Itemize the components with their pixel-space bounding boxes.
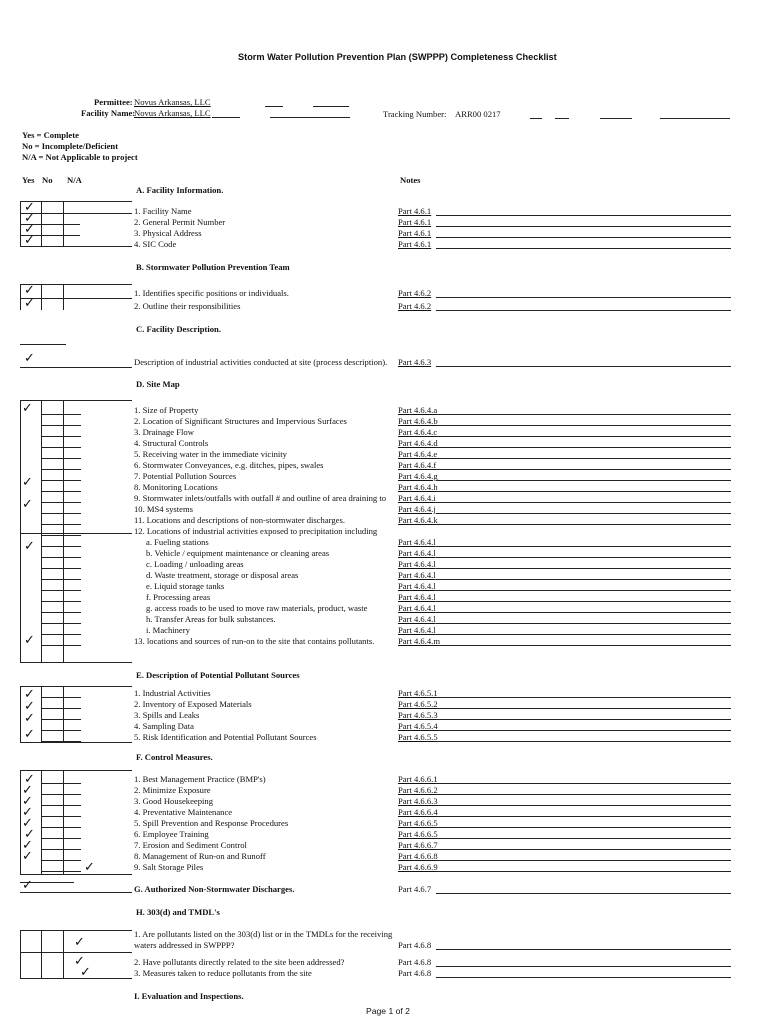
item-d13: a. Fueling stations (146, 537, 209, 547)
check-mark-icon: ✓ (24, 233, 35, 248)
check-mark-icon: ✓ (22, 794, 33, 809)
section-e-title: E. Description of Potential Pollutant Sources (136, 670, 300, 680)
item-d2: 2. Location of Significant Structures and Impervious Surfaces (134, 416, 347, 426)
ref-d4: Part 4.6.4.d (398, 438, 438, 448)
check-mark-icon: ✓ (24, 727, 35, 742)
ref-e5: Part 4.6.5.5 (398, 732, 438, 742)
tracking-blank-2 (555, 118, 569, 119)
ref-d17: Part 4.6.4.l (398, 581, 436, 591)
item-f4: 4. Preventative Maintenance (134, 807, 233, 817)
item-d22: 13. locations and sources of run-on to the site that contains pollutants. (134, 636, 375, 646)
section-d-title: D. Site Map (136, 379, 180, 389)
check-mark-icon: ✓ (24, 283, 35, 298)
item-b1: 1. Identifies specific positions or individuals. (134, 288, 289, 298)
check-mark-icon: ✓ (22, 849, 33, 864)
item-d4: 4. Structural Controls (134, 438, 209, 448)
item-h1-cont: waters addressed in SWPPP? (134, 940, 235, 950)
section-a-title: A. Facility Information. (136, 185, 224, 195)
notes-line (436, 816, 731, 817)
ref-f1: Part 4.6.6.1 (398, 774, 438, 784)
section-b-title: B. Stormwater Pollution Prevention Team (136, 262, 290, 272)
ref-d16: Part 4.6.4.l (398, 570, 436, 580)
item-c1: Description of industrial activities conducted at site (process description). (134, 357, 388, 367)
ref-d22: Part 4.6.4.m (398, 636, 441, 646)
item-f2: 2. Minimize Exposure (134, 785, 211, 795)
check-mark-icon: ✓ (24, 827, 35, 842)
checkbox-row-line (41, 535, 81, 536)
item-d15: c. Loading / unloading areas (146, 559, 244, 569)
facility-value: Novus Arkansas, LLC (134, 108, 211, 118)
ref-d11: Part 4.6.4.k (398, 515, 438, 525)
column-notes: Notes (400, 175, 421, 185)
check-mark-icon: ✓ (24, 211, 35, 226)
checkbox-row-line (41, 697, 81, 698)
notes-line (436, 860, 731, 861)
page-title: Storm Water Pollution Prevention Plan (SWPPP) Completeness Checklist (238, 52, 557, 62)
check-mark-icon: ✓ (22, 497, 33, 512)
ref-d3: Part 4.6.4.c (398, 427, 438, 437)
checkbox-row-line (41, 783, 81, 784)
notes-line (436, 741, 731, 742)
checkbox-row-line (41, 741, 81, 742)
ref-h2: Part 4.6.8 (398, 957, 432, 967)
checkbox-row-line (41, 480, 81, 481)
item-d16: d. Waste treatment, storage or disposal areas (146, 570, 299, 580)
ref-e2: Part 4.6.5.2 (398, 699, 438, 709)
item-f1: 1. Best Management Practice (BMP's) (134, 774, 266, 784)
notes-line (436, 719, 731, 720)
checkbox-row-line (41, 805, 81, 806)
legend-yes: Yes = Complete (22, 130, 79, 140)
ref-d15: Part 4.6.4.l (398, 559, 436, 569)
ref-h1: Part 4.6.8 (398, 940, 432, 950)
checkbox-row-line (41, 447, 81, 448)
notes-line (436, 634, 731, 635)
checkbox-row-line (41, 414, 81, 415)
ref-e1: Part 4.6.5.1 (398, 688, 438, 698)
item-a4: 4. SIC Code (134, 239, 177, 249)
checkbox-row-line (41, 436, 81, 437)
notes-line (436, 447, 731, 448)
check-mark-icon: ✓ (74, 935, 85, 950)
check-mark-icon: ✓ (24, 687, 35, 702)
item-h2: 2. Have pollutants directly related to the site been addressed? (134, 957, 345, 967)
facility-label: Facility Name: (81, 108, 136, 118)
item-e4: 4. Sampling Data (134, 721, 194, 731)
ref-d21: Part 4.6.4.l (398, 625, 436, 635)
checkbox-row-line (41, 708, 81, 709)
item-d5: 5. Receiving water in the immediate vicinity (134, 449, 287, 459)
check-mark-icon: ✓ (22, 838, 33, 853)
notes-line (436, 697, 731, 698)
ref-f3: Part 4.6.6.3 (398, 796, 438, 806)
check-mark-icon: ✓ (22, 878, 33, 893)
section-h-title: H. 303(d) and TMDL's (136, 907, 220, 917)
notes-line (436, 827, 731, 828)
item-d8: 8. Monitoring Locations (134, 482, 218, 492)
checkbox-row-line (41, 546, 81, 547)
check-mark-icon: ✓ (22, 475, 33, 490)
check-mark-icon: ✓ (22, 805, 33, 820)
check-mark-icon: ✓ (24, 296, 35, 311)
check-mark-icon: ✓ (80, 965, 91, 980)
notes-line (436, 425, 731, 426)
item-f9: 9. Salt Storage Piles (134, 862, 204, 872)
item-d11: 11. Locations and descriptions of non-stormwater discharges. (134, 515, 345, 525)
check-mark-icon: ✓ (24, 539, 35, 554)
checkbox-row-line (41, 568, 81, 569)
ref-d8: Part 4.6.4.h (398, 482, 438, 492)
permittee-label: Permittee: (94, 97, 133, 107)
notes-line (436, 645, 731, 646)
item-d9: 9. Stormwater inlets/outfalls with outfall # and outline of area draining to (134, 493, 387, 503)
checkbox-row-line (41, 513, 81, 514)
notes-line (436, 838, 731, 839)
ref-f7: Part 4.6.6.7 (398, 840, 438, 850)
item-d1: 1. Size of Property (134, 405, 199, 415)
ref-a4: Part 4.6.1 (398, 239, 432, 249)
item-f7: 7. Erosion and Sediment Control (134, 840, 247, 850)
notes-line (436, 794, 731, 795)
ref-d9: Part 4.6.4.i (398, 493, 436, 503)
notes-line (436, 502, 731, 503)
item-a2: 2. General Permit Number (134, 217, 226, 227)
checkbox-row-line (41, 491, 81, 492)
checkbox-row-line (41, 849, 81, 850)
ref-e4: Part 4.6.5.4 (398, 721, 438, 731)
notes-line (436, 601, 731, 602)
column-no: No (42, 175, 53, 185)
notes-line (436, 414, 731, 415)
ref-b1: Part 4.6.2 (398, 288, 432, 298)
check-mark-icon: ✓ (24, 200, 35, 215)
column-na: N/A (67, 175, 82, 185)
notes-line (436, 557, 731, 558)
ref-d1: Part 4.6.4.a (398, 405, 438, 415)
checkbox-row-line (41, 860, 81, 861)
notes-line (436, 708, 731, 709)
item-d20: h. Transfer Areas for bulk substances. (146, 614, 276, 624)
checkbox-row-line (41, 502, 81, 503)
ref-d14: Part 4.6.4.l (398, 548, 436, 558)
ref-a2: Part 4.6.1 (398, 217, 432, 227)
check-mark-icon: ✓ (22, 783, 33, 798)
tracking-blank-3 (600, 118, 632, 119)
item-e5: 5. Risk Identification and Potential Pollutant Sources (134, 732, 317, 742)
check-mark-icon: ✓ (24, 711, 35, 726)
permittee-value: Novus Arkansas, LLC (134, 97, 211, 107)
check-mark-icon: ✓ (22, 401, 33, 416)
ref-d19: Part 4.6.4.l (398, 603, 436, 613)
item-f8: 8. Management of Run-on and Runoff (134, 851, 266, 861)
tracking-blank-4 (660, 118, 730, 119)
notes-line (436, 805, 731, 806)
permittee-blank-1 (265, 106, 283, 107)
ref-f4: Part 4.6.6.4 (398, 807, 438, 817)
ref-d13: Part 4.6.4.l (398, 537, 436, 547)
section-i-title: I. Evaluation and Inspections. (134, 991, 244, 1001)
item-d7: 7. Potential Pollution Sources (134, 471, 237, 481)
checkbox-row-line (41, 730, 81, 731)
check-mark-icon: ✓ (74, 954, 85, 969)
item-d21: i. Machinery (146, 625, 190, 635)
checkbox-row-line (41, 612, 81, 613)
item-d18: f. Processing areas (146, 592, 211, 602)
notes-line (436, 513, 731, 514)
item-f5: 5. Spill Prevention and Response Procedures (134, 818, 289, 828)
ref-d2: Part 4.6.4.b (398, 416, 438, 426)
ref-d7: Part 4.6.4.g (398, 471, 438, 481)
notes-line (436, 546, 731, 547)
check-mark-icon: ✓ (24, 351, 35, 366)
notes-line (436, 849, 731, 850)
legend-na: N/A = Not Applicable to project (22, 152, 138, 162)
facility-blank-1 (212, 117, 240, 118)
notes-line (436, 568, 731, 569)
ref-a1: Part 4.6.1 (398, 206, 432, 216)
item-e3: 3. Spills and Leaks (134, 710, 200, 720)
notes-line (436, 590, 731, 591)
notes-line (436, 612, 731, 613)
item-e2: 2. Inventory of Exposed Materials (134, 699, 252, 709)
notes-line (436, 871, 731, 872)
check-mark-icon: ✓ (24, 222, 35, 237)
checkbox-row-line (41, 579, 81, 580)
ref-d10: Part 4.6.4.j (398, 504, 436, 514)
checkbox-row-line (41, 557, 81, 558)
checkbox-row-line (41, 871, 81, 872)
permittee-blank-2 (313, 106, 349, 107)
tracking-value: ARR00 0217 (455, 109, 501, 119)
ref-d6: Part 4.6.4.f (398, 460, 437, 470)
notes-line (436, 524, 731, 525)
item-b2: 2. Outline their responsibilities (134, 301, 241, 311)
notes-line (436, 783, 731, 784)
column-yes: Yes (22, 175, 35, 185)
ref-a3: Part 4.6.1 (398, 228, 432, 238)
checkbox-row-line (41, 590, 81, 591)
notes-line (436, 730, 731, 731)
ref-f5: Part 4.6.6.5 (398, 818, 438, 828)
ref-d5: Part 4.6.4.e (398, 449, 438, 459)
item-e1: 1. Industrial Activities (134, 688, 211, 698)
checkbox-row-line (41, 827, 81, 828)
check-mark-icon: ✓ (22, 816, 33, 831)
check-mark-icon: ✓ (24, 633, 35, 648)
notes-line (436, 579, 731, 580)
checkbox-row-line (41, 838, 81, 839)
notes-line (436, 491, 731, 492)
tracking-blank-1 (530, 118, 542, 119)
notes-line (436, 623, 731, 624)
ref-d18: Part 4.6.4.l (398, 592, 436, 602)
checkbox-row-line (41, 524, 81, 525)
notes-line (436, 458, 731, 459)
ref-e3: Part 4.6.5.3 (398, 710, 438, 720)
item-d19: g. access roads to be used to move raw materials, product, waste (146, 603, 368, 613)
facility-blank-2 (270, 117, 350, 118)
page-number: Page 1 of 2 (366, 1006, 410, 1016)
check-mark-icon: ✓ (84, 860, 95, 875)
item-d3: 3. Drainage Flow (134, 427, 194, 437)
ref-d20: Part 4.6.4.l (398, 614, 436, 624)
checkbox-row-line (41, 794, 81, 795)
section-c-title: C. Facility Description. (136, 324, 221, 334)
section-g-title: G. Authorized Non-Stormwater Discharges. (134, 884, 295, 894)
item-d12: 12. Locations of industrial activities exposed to precipitation including (134, 526, 378, 536)
item-h3: 3. Measures taken to reduce pollutants from the site (134, 968, 312, 978)
ref-f8: Part 4.6.6.8 (398, 851, 438, 861)
item-d10: 10. MS4 systems (134, 504, 193, 514)
item-f3: 3. Good Housekeeping (134, 796, 214, 806)
checkbox-row-line (41, 816, 81, 817)
ref-f6: Part 4.6.6.5 (398, 829, 438, 839)
ref-g: Part 4.6.7 (398, 884, 432, 894)
checkbox-row-line (41, 469, 81, 470)
check-mark-icon: ✓ (24, 699, 35, 714)
checkbox-row-line (41, 623, 81, 624)
item-d6: 6. Stormwater Conveyances, e.g. ditches, pipes, swales (134, 460, 324, 470)
notes-line (436, 436, 731, 437)
tracking-label: Tracking Number: (383, 109, 447, 119)
ref-f9: Part 4.6.6.9 (398, 862, 438, 872)
section-f-title: F. Control Measures. (136, 752, 213, 762)
check-mark-icon: ✓ (24, 772, 35, 787)
checkbox-row-line (41, 458, 81, 459)
checkbox-row-line (41, 601, 81, 602)
checkbox-row-line (41, 645, 81, 646)
notes-line (436, 480, 731, 481)
item-a1: 1. Facility Name (134, 206, 192, 216)
notes-line (436, 469, 731, 470)
checkbox-row-line (41, 425, 81, 426)
ref-c1: Part 4.6.3 (398, 357, 432, 367)
ref-b2: Part 4.6.2 (398, 301, 432, 311)
item-d17: e. Liquid storage tanks (146, 581, 225, 591)
item-f6: 6. Employee Training (134, 829, 209, 839)
checkbox-row-line (41, 719, 81, 720)
checkbox-row-line (41, 634, 81, 635)
item-a3: 3. Physical Address (134, 228, 202, 238)
ref-f2: Part 4.6.6.2 (398, 785, 438, 795)
legend-no: No = Incomplete/Deficient (22, 141, 119, 151)
item-h1: 1. Are pollutants listed on the 303(d) list or in the TMDLs for the receiving (134, 929, 393, 939)
ref-h3: Part 4.6.8 (398, 968, 432, 978)
item-d14: b. Vehicle / equipment maintenance or cleaning areas (146, 548, 330, 558)
